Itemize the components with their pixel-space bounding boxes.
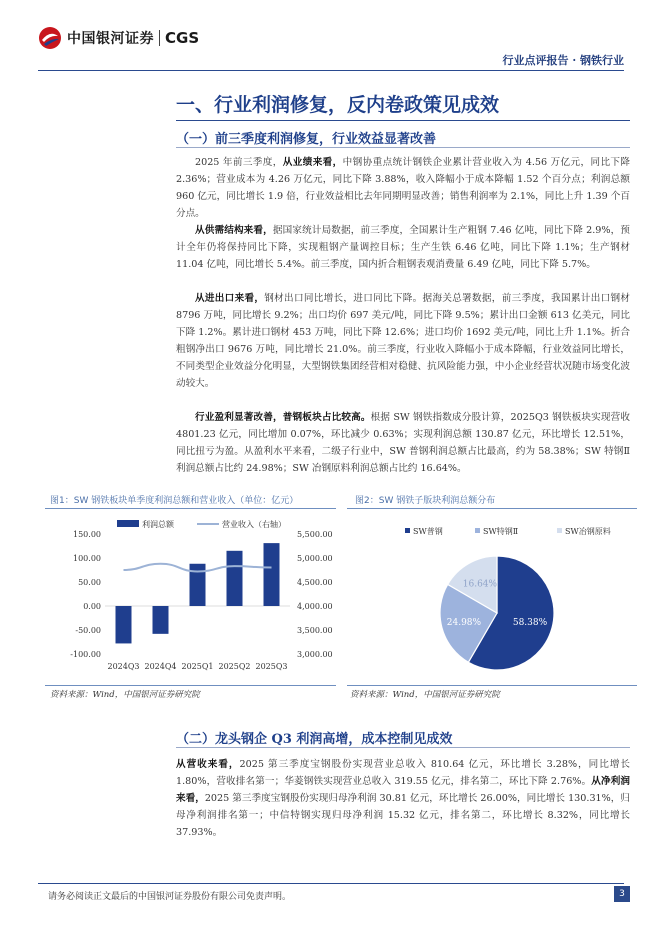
paragraph-profitability: 行业盈利显著改善，普钢板块占比较高。根据 SW 钢铁指数成分股计算，2025Q3 钢铁板块实现营收 4801.23 亿元，同比增加 0.07%，环比减少 0.63%；实现利润总额 130.87 亿元，环比增长 12.51%，同比扭亏为盈。从盈利水平来看，二级子行业中，SW 普钢利润总额占比最高，约为 58.38%；SW 特钢Ⅱ利润总额占比约 24.98%；SW 冶钢原料利润总额占比约 16.64%。 [176,412,631,474]
figure-1-title: 图1：SW 钢铁板块单季度利润总额和营业收入（单位：亿元） [50,496,299,506]
figure-2-chart [347,512,637,682]
section-title: 一、行业利润修复，反内卷政策见成效 [176,94,500,116]
bar-2025Q2 [227,551,243,606]
legend-swatch-2 [557,528,562,533]
legend-swatch-0 [405,528,410,533]
figure-2-top-rule [347,508,637,509]
page-number: 3 [614,886,630,902]
legend-label-0: SW普钢 [413,527,443,536]
figure-1-source: 资料来源：Wind，中国银河证券研究院 [50,690,200,700]
subsection-2-underline [176,747,630,748]
logo-company-abbr: CGS [165,29,200,47]
figure-1-chart [45,512,336,682]
bar-2024Q4 [153,606,169,634]
x-axis-tick-label: 2024Q3 [107,662,140,671]
x-axis-tick-label: 2025Q3 [255,662,288,671]
y-axis-tick-label: 0.00 [83,602,101,611]
y2-axis-tick-label: 3,000.00 [297,650,333,659]
figure-2-source: 资料来源：Wind，中国银河证券研究院 [350,690,500,700]
paragraph-import-export: 从进出口来看，钢材出口同比增长，进口同比下降。据海关总署数据，前三季度，我国累计出口钢材 8796 万吨，同比增长 9.2%；出口均价 697 美元/吨，同比下降 9.5%；累计出口金额 613 亿美元，同比下降 1.2%。累计进口钢材 453 万吨，同比下降 12.6%；进口均价 1692 美元/吨，同比上升 1.1%。折合粗钢净出口 9676 万吨，同比增长 21.0%。前三季度，行业收入降幅小于成本降幅，行业效益同比增长，不同类型企业效益分化明显，大型钢铁集团经营相对稳健、抗风险能力强，中小企业经营状况随市场变化波动较大。 [176,293,631,389]
legend-label-1: SW特钢Ⅱ [483,527,519,536]
figure-2-bottom-rule [347,685,637,686]
logo-company-name: 中国银河证券 [67,31,154,47]
y-axis-tick-label: 50.00 [78,578,101,587]
report-type: 行业点评报告 · 钢铁行业 [502,54,624,67]
paragraph-performance: 2025 年前三季度，从业绩来看，中钢协重点统计钢铁企业累计营业收入为 4.56 万亿元，同比下降 2.36%；营业成本为 4.26 万亿元，同比下降 3.88%，收入降幅小于成本降幅 1.52 个百分点；利润总额 960 亿元，同比增长 1.9 倍，行业效益相比去年同期明显改善；销售利润率为 2.1%，同比上升 1.39 个百分点。 [176,157,631,219]
pie-label-0: 58.38% [512,617,548,628]
legend-swatch-profit [117,520,139,527]
pie-label-1: 24.98% [446,617,482,628]
bar-2024Q3 [116,606,132,643]
footer-disclaimer: 请务必阅读正文最后的中国银河证券股份有限公司免责声明。 [48,892,292,902]
pie-label-2: 16.64% [462,579,498,590]
company-logo [38,26,199,50]
legend-label-profit: 利润总额 [142,520,174,529]
subsection-1-underline [176,147,630,148]
bar-2025Q3 [264,543,280,606]
figure-1-bottom-rule [45,685,336,686]
subsection-2-title: （二）龙头钢企 Q3 利润高增，成本控制见成效 [176,732,453,747]
y2-axis-tick-label: 3,500.00 [297,626,333,635]
y-axis-tick-label: -50.00 [75,626,101,635]
legend-label-revenue: 营业收入（右轴） [222,520,286,529]
header-divider [38,70,624,71]
x-axis-tick-label: 2024Q4 [144,662,177,671]
subsection-1-title: （一）前三季度利润修复，行业效益显著改善 [176,132,437,147]
y2-axis-tick-label: 4,000.00 [297,602,333,611]
section-title-underline [176,120,630,121]
x-axis-tick-label: 2025Q1 [181,662,214,671]
y-axis-tick-label: -100.00 [70,650,101,659]
legend-label-2: SW冶钢原料 [565,527,611,536]
y-axis-tick-label: 100.00 [73,554,101,563]
paragraph-revenue-profit: 从营收来看，2025 第三季度宝钢股份实现营业总收入 810.64 亿元，环比增长 3.28%，同比增长 1.80%，营收排名第一；华菱钢铁实现营业总收入 319.55 亿元，排名第二，环比下降 2.76%。从净利润来看，2025 第三季度宝钢股份实现归母净利润 30.81 亿元，环比增长 26.00%，同比增长 130.31%，归母净利润排名第一；中信特钢实现归母净利润 15.32 亿元，排名第二，环比增长 8.32%，同比增长 37.93%。 [176,759,631,838]
footer-divider [38,883,624,884]
paragraph-supply-demand: 从供需结构来看，据国家统计局数据，前三季度，全国累计生产粗钢 7.46 亿吨，同比下降 2.9%，预计全年仍将保持同比下降，实现粗钢产量调控目标；生产生铁 6.46 亿吨，同比下降 1.1%；生产钢材 11.04 亿吨，同比增长 5.4%。前三季度，国内折合粗钢表观消费量 6.49 亿吨，同比下降 5.7%。 [176,225,630,270]
legend-swatch-1 [475,528,480,533]
y2-axis-tick-label: 5,000.00 [297,554,333,563]
y2-axis-tick-label: 5,500.00 [297,530,333,539]
y2-axis-tick-label: 4,500.00 [297,578,333,587]
figure-2-title: 图2：SW 钢铁子版块利润总额分布 [355,496,496,506]
logo-mark-icon [38,26,62,50]
logo-divider [159,30,160,46]
x-axis-tick-label: 2025Q2 [218,662,251,671]
y-axis-tick-label: 150.00 [73,530,101,539]
figure-1-top-rule [45,508,336,509]
